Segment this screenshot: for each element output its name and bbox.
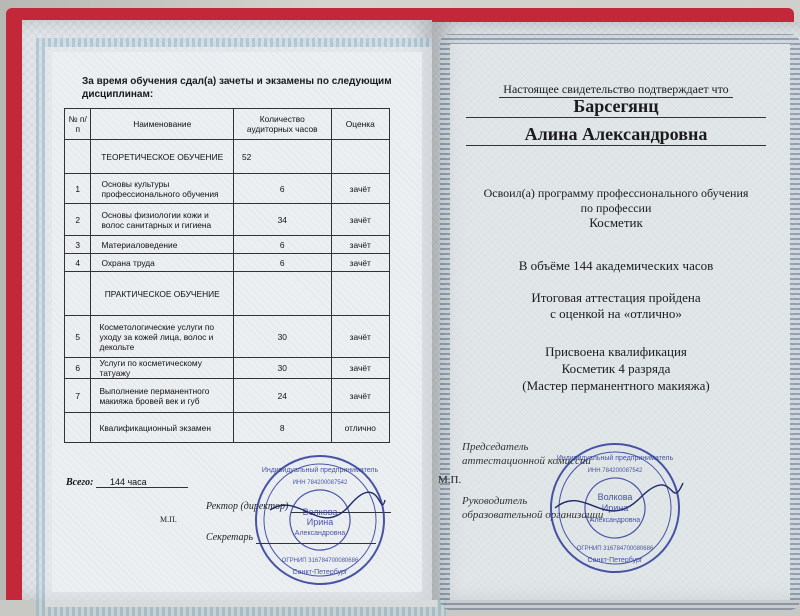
stamp-right-city: Санкт-Петербург <box>587 557 643 564</box>
row-grade: отлично <box>331 413 390 443</box>
row-num <box>65 140 91 174</box>
secretary-label: Секретарь <box>206 532 254 543</box>
row-num: 5 <box>65 316 91 358</box>
row-hours: 30 <box>234 358 331 379</box>
row-grade: зачёт <box>331 316 390 358</box>
total-label: Всего: <box>66 477 94 488</box>
table-row <box>65 358 390 379</box>
row-num: 3 <box>65 236 91 254</box>
chair-line-2: аттестационной комиссии <box>462 455 591 467</box>
row-name: Материаловедение <box>91 236 234 254</box>
row-grade: зачёт <box>331 236 390 254</box>
stamp-right-name-1: Волкова <box>597 492 633 502</box>
row-num: 4 <box>65 254 91 272</box>
stamp-right-name-2: Ирина <box>601 503 629 513</box>
row-grade <box>331 140 390 174</box>
row-hours: 8 <box>234 413 331 443</box>
row-hours: 30 <box>234 316 331 358</box>
head-line-1: Руководитель <box>462 495 528 507</box>
row-num: 2 <box>65 204 91 236</box>
table-row <box>65 272 390 316</box>
row-name: Выполнение перманентного макияжа бровей век и губ <box>91 379 234 413</box>
attestation-line-2: с оценкой на «отлично» <box>550 306 682 321</box>
row-num <box>65 272 91 316</box>
stamp-left-name-3: Александровна <box>294 530 346 537</box>
stamp-left-ogrnip: ОГРНИП 316784700080686 <box>281 558 359 564</box>
stamp-left-city: Санкт-Петербург <box>292 569 348 576</box>
total-hours <box>66 477 188 488</box>
surname-text: Барсегянц <box>466 96 766 118</box>
table-header-row <box>65 109 390 140</box>
table-row <box>65 316 390 358</box>
holder-surname <box>432 96 800 118</box>
header-num: № п/п <box>65 109 91 140</box>
by-profession: по профессии <box>580 201 652 215</box>
table-row <box>65 140 390 174</box>
row-name: Квалификационный экзамен <box>91 413 234 443</box>
row-num: 1 <box>65 174 91 204</box>
header-hours: Количество аудиторных часов <box>234 109 331 140</box>
row-hours: 6 <box>234 174 331 204</box>
chair-line-1: Председатель <box>462 441 529 453</box>
table-row <box>65 174 390 204</box>
confirms-label: Настоящее свидетельство подтверждает что <box>499 82 732 98</box>
row-grade <box>331 272 390 316</box>
qualification-line-2: Косметик 4 разряда <box>561 361 671 376</box>
row-num: 6 <box>65 358 91 379</box>
table-row <box>65 413 390 443</box>
row-num <box>65 413 91 443</box>
row-hours: 6 <box>234 254 331 272</box>
stamp-right <box>545 438 685 578</box>
row-name: Основы культуры профессионального обучения <box>91 174 234 204</box>
rector-label: Ректор (директор) <box>206 501 289 512</box>
row-grade: зачёт <box>331 379 390 413</box>
holder-first-names <box>432 124 800 146</box>
row-hours <box>234 272 331 316</box>
stamp-left-ring: Индивидуальный предприниматель <box>261 467 379 474</box>
row-hours: 34 <box>234 204 331 236</box>
stamp-left-inn: ИНН 784200087542 <box>292 480 348 486</box>
total-value: 144 часа <box>96 477 188 488</box>
row-name: Охрана труда <box>91 254 234 272</box>
stamp-right-ogrnip: ОГРНИП 316784700080686 <box>576 546 654 552</box>
stamp-right-name-3: Александровна <box>589 517 641 524</box>
row-hours: 24 <box>234 379 331 413</box>
row-grade: зачёт <box>331 204 390 236</box>
row-name: ТЕОРЕТИЧЕСКОЕ ОБУЧЕНИЕ <box>91 140 234 174</box>
disciplines-table <box>64 108 390 443</box>
table-row <box>65 379 390 413</box>
profession-name: Косметик <box>589 215 643 230</box>
stamp-right-inn: ИНН 784200087542 <box>587 468 643 474</box>
row-hours: 6 <box>234 236 331 254</box>
disciplines-intro: За время обучения сдал(а) зачеты и экзамены по следующим дисциплинам: <box>82 76 392 100</box>
qualification-line-3: (Мастер перманентного макияжа) <box>522 378 710 393</box>
right-mp: М.П. <box>438 474 462 486</box>
stamp-left-name-2: Ирина <box>306 517 334 527</box>
row-name: Косметологические услуги по уходу за кожей лица, волос и декольте <box>91 316 234 358</box>
stamp-right-ring: Индивидуальный предприниматель <box>556 455 674 462</box>
header-grade: Оценка <box>331 109 390 140</box>
head-line-2: образовательной организации <box>462 509 604 521</box>
row-num: 7 <box>65 379 91 413</box>
table-row <box>65 254 390 272</box>
first-names-text: Алина Александровна <box>466 124 766 146</box>
qualification-line-1: Присвоена квалификация <box>545 344 687 359</box>
stamp-left <box>250 450 390 590</box>
row-hours: 52 <box>234 140 331 174</box>
row-name: Услуги по косметическому татуажу <box>91 358 234 379</box>
row-grade: зачёт <box>331 174 390 204</box>
mastered-program: Освоил(а) программу профессионального обучения <box>483 186 749 200</box>
program-volume: В объёме 144 академических часов <box>518 258 714 273</box>
left-mp: М.П. <box>160 515 177 524</box>
row-name: ПРАКТИЧЕСКОЕ ОБУЧЕНИЕ <box>91 272 234 316</box>
stamp-left-name-1: Волкова <box>302 507 338 517</box>
table-row <box>65 236 390 254</box>
row-name: Основы физиологии кожи и волос санитарных и гигиена <box>91 204 234 236</box>
row-grade: зачёт <box>331 358 390 379</box>
row-grade: зачёт <box>331 254 390 272</box>
header-name: Наименование <box>91 109 234 140</box>
attestation-line-1: Итоговая аттестация пройдена <box>531 290 701 305</box>
table-row <box>65 204 390 236</box>
